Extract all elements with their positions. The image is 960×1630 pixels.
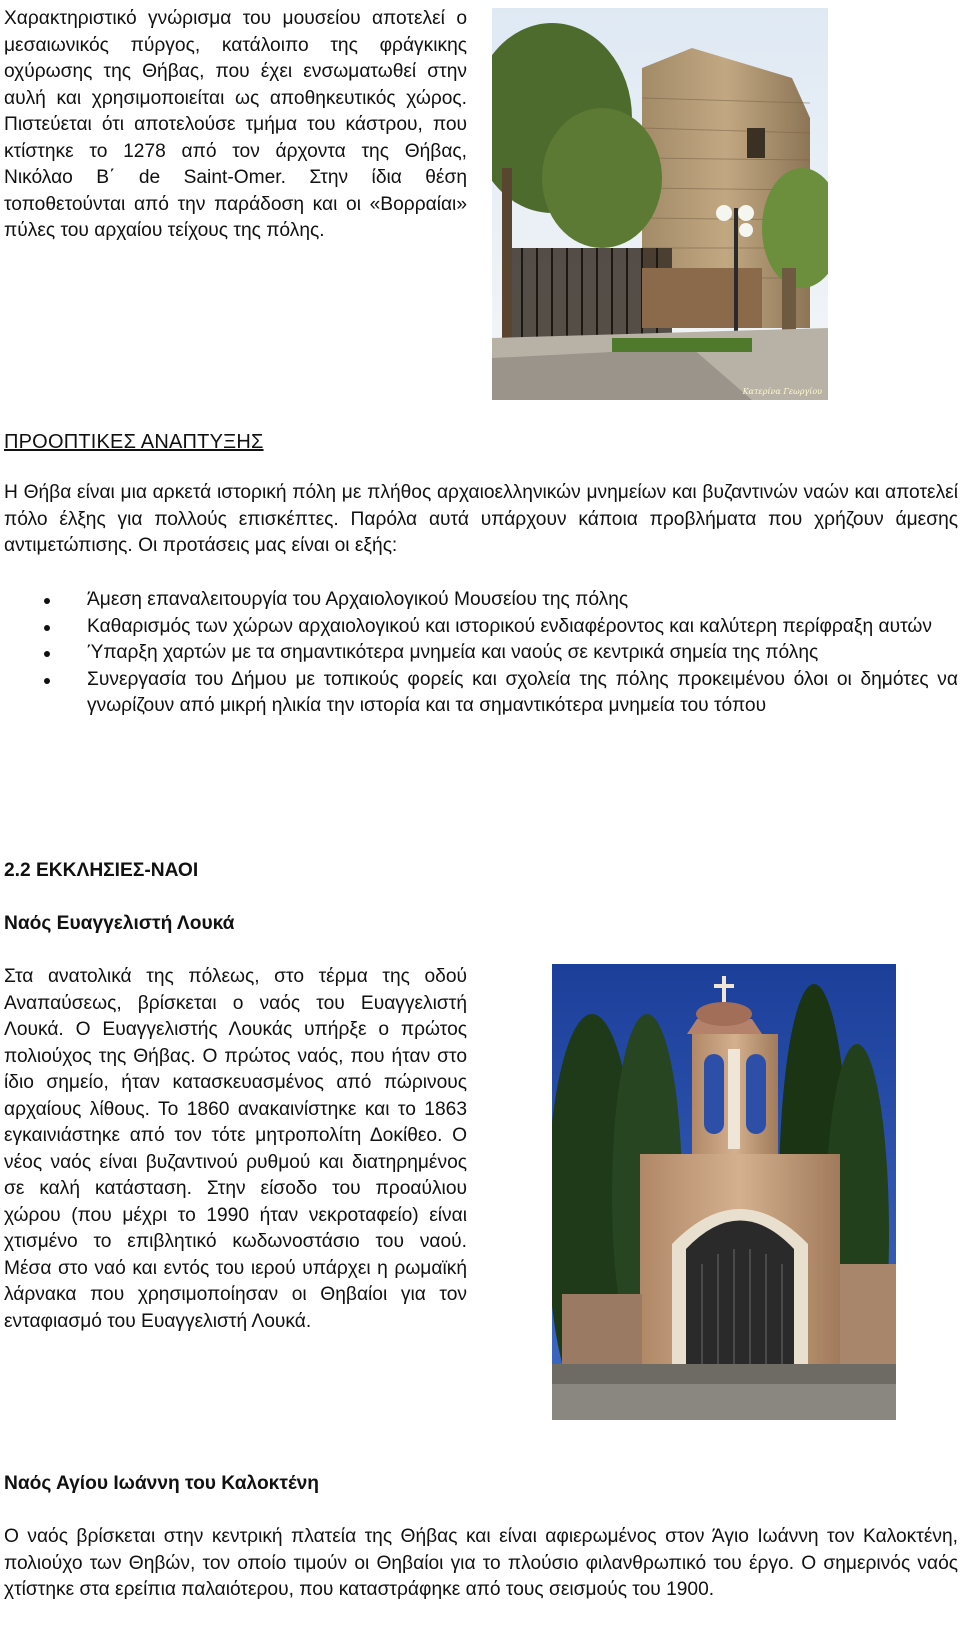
tower-photo-credit: Κατερίνα Γεωργίου (742, 387, 822, 396)
bullet-icon (44, 651, 50, 657)
proposal-item (0, 587, 958, 614)
proposal-text: Συνεργασία του Δήμου με τοπικούς φορείς και σχολεία της πόλης προκειμένου όλοι οι δημότες να γνωρίζουν από μικρή ηλικία την ιστορία και τα σημαντικότερα μνημεία του τόπου (87, 668, 958, 716)
john-church-paragraph: Ο ναός βρίσκεται στην κεντρική πλατεία της Θήβας και είναι αφιερωμένος στον Άγιο Ιωάννη τον Καλοκτένη, πολιούχο των Θηβών, τον οποίο τιμούν οι Θηβαίοι για το πλούσιο φιλανθρωπικό του έργο. Ο σημερινός ναός χτίστηκε στα ερείπια παλαιότερου, που καταστράφηκε από τους σεισμούς του 1900. (4, 1526, 958, 1600)
tower-photo (492, 8, 828, 400)
belltower-photo-image (552, 964, 896, 1420)
development-heading: ΠΡΟΟΠΤΙΚΕΣ ΑΝΑΠΤΥΞΗΣ (4, 431, 264, 453)
bullet-icon (44, 598, 50, 604)
proposal-text: Άμεση επαναλειτουργία του Αρχαιολογικού Μουσείου της πόλης (87, 589, 629, 610)
section-heading: 2.2 ΕΚΚΛΗΣΙΕΣ-ΝΑΟΙ (4, 860, 199, 881)
john-church-heading: Ναός Αγίου Ιωάννη του Καλοκτένη (4, 1473, 319, 1494)
tower-photo-image (492, 8, 828, 400)
belltower-photo (552, 964, 896, 1420)
proposal-item (0, 667, 958, 720)
proposal-item (0, 614, 958, 641)
proposal-text: Ύπαρξη χαρτών με τα σημαντικότερα μνημεία και ναούς σε κεντρικά σημεία της πόλης (87, 642, 819, 663)
bullet-icon (44, 678, 50, 684)
luke-church-heading: Ναός Ευαγγελιστή Λουκά (4, 913, 235, 934)
bullet-icon (44, 625, 50, 631)
proposal-item (0, 640, 958, 667)
proposals-list (0, 587, 958, 720)
intro-paragraph: Χαρακτηριστικό γνώρισμα του μουσείου αποτελεί ο μεσαιωνικός πύργος, κατάλοιπο της φράγκικης οχύρωσης της Θήβας, που έχει ενσωματωθεί στην αυλή και χρησιμοποιείται ως αποθηκευτικός χώρος. Πιστεύεται ότι αποτελούσε τμήμα του κάστρου, που κτίστηκε το 1278 από τον άρχοντα της Θήβας, Νικόλαο Β΄ de Saint-Omer. Στην ίδια θέση τοποθετούνται από την παράδοση και οι «Βορραίαι» πύλες του αρχαίου τείχους της πόλης. (4, 8, 467, 241)
proposal-text: Καθαρισμός των χώρων αρχαιολογικού και ιστορικού ενδιαφέροντος και καλύτερη περίφραξη αυτών (87, 615, 932, 637)
development-paragraph: Η Θήβα είναι μια αρκετά ιστορική πόλη με πλήθος αρχαιοελληνικών μνημείων και βυζαντινών ναών και αποτελεί πόλο έλξης για πολλούς επισκέπτες. Παρόλα αυτά υπάρχουν κάποια προβλήματα που χρήζουν άμεσης αντιμετώπισης. Οι προτάσεις μας είναι οι εξής: (4, 482, 958, 556)
luke-church-paragraph: Στα ανατολικά της πόλεως, στο τέρμα της οδού Αναπαύσεως, βρίσκεται ο ναός του Ευαγγελιστή Λουκά. Ο Ευαγγελιστής Λουκάς υπήρξε ο πρώτος πολιούχος της Θήβας. Ο πρώτος ναός, που ήταν στο ίδιο σημείο, ήταν κατασκευασμένος από πώρινους αρχαίους λίθους. Το 1860 ανακαινίστηκε και το 1863 εγκαινιάστηκε από τον τότε μητροπολίτη Δοκίθεο. Ο νέος ναός είναι βυζαντινού ρυθμού και διατηρημένος σε καλή κατάσταση. Στην είσοδο του προαύλιου χώρου (που μέχρι το 1990 ήταν νεκροταφείο) είναι χτισμένο το επιβλητικό κωδωνοστάσιο του ναού. Μέσα στο ναό και εντός του ιερού υπάρχει η ρωμαϊκή λάρνακα που χρησιμοποίησαν οι Θηβαίοι για τον ενταφιασμό του Ευαγγελιστή Λουκά. (4, 966, 467, 1332)
